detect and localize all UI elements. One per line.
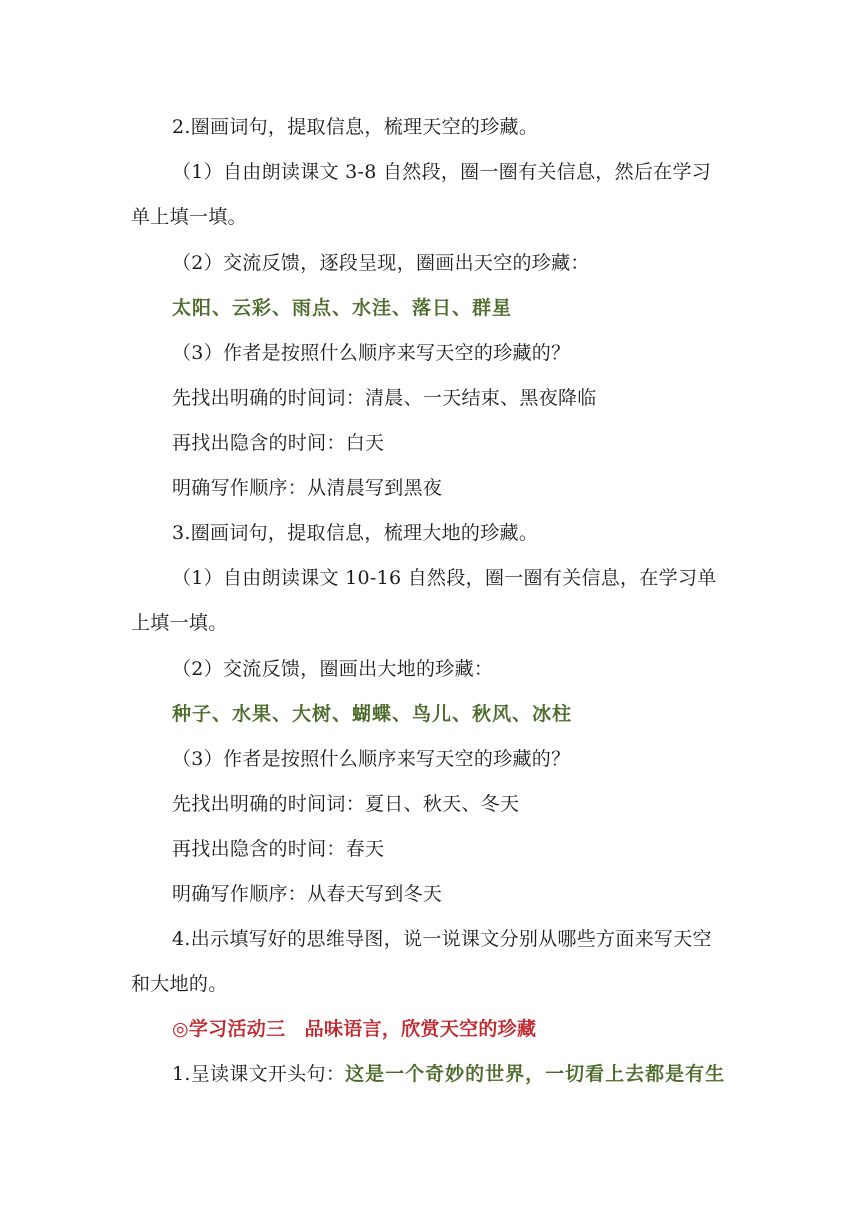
earth-implicit-time: 再找出隐含的时间：春天 bbox=[172, 838, 385, 860]
step-2-sub-3: （3）作者是按照什么顺序来写天空的珍藏的？ bbox=[172, 342, 571, 364]
step-2-sub-2: （2）交流反馈，逐段呈现，圈画出天空的珍藏： bbox=[172, 252, 590, 274]
step-4-line-2: 和大地的。 bbox=[131, 973, 228, 995]
step-3-sub-1-line-1: （1）自由朗读课文 10-16 自然段，圈一圈有关信息，在学习单 bbox=[172, 567, 717, 589]
step-2-heading: 2.圈画词句，提取信息，梳理天空的珍藏。 bbox=[172, 116, 539, 138]
step-3-sub-2: （2）交流反馈，圈画出大地的珍藏： bbox=[172, 658, 494, 680]
activity-3-heading: ◎学习活动三 品味语言，欣赏天空的珍藏 bbox=[172, 1018, 537, 1040]
sky-writing-order: 明确写作顺序：从清晨写到黑夜 bbox=[172, 477, 443, 499]
step-2-sub-1-line-1: （1）自由朗读课文 3-8 自然段，圈一圈有关信息，然后在学习 bbox=[172, 161, 712, 183]
earth-writing-order: 明确写作顺序：从春天写到冬天 bbox=[172, 883, 443, 905]
step-3-heading: 3.圈画词句，提取信息，梳理大地的珍藏。 bbox=[172, 522, 539, 544]
activity-3-step-1 bbox=[172, 1062, 725, 1086]
sky-explicit-time-words: 先找出明确的时间词：清晨、一天结束、黑夜降临 bbox=[172, 387, 597, 409]
step-1-label: 1.呈读课文开头句： bbox=[172, 1063, 346, 1085]
step-2-sub-1-line-2: 单上填一填。 bbox=[131, 206, 247, 228]
step-3-sub-3: （3）作者是按照什么顺序来写天空的珍藏的？ bbox=[172, 748, 571, 770]
sky-treasures-list: 太阳、云彩、雨点、水洼、落日、群星 bbox=[172, 297, 513, 319]
sky-implicit-time: 再找出隐含的时间：白天 bbox=[172, 432, 385, 454]
step-4-line-1: 4.出示填写好的思维导图，说一说课文分别从哪些方面来写天空 bbox=[172, 928, 712, 950]
opening-sentence-quote: 这是一个奇妙的世界，一切看上去都是有生 bbox=[345, 1063, 726, 1085]
earth-treasures-list: 种子、水果、大树、蝴蝶、鸟儿、秋风、冰柱 bbox=[172, 703, 573, 725]
earth-explicit-time-words: 先找出明确的时间词：夏日、秋天、冬天 bbox=[172, 793, 520, 815]
step-3-sub-1-line-2: 上填一填。 bbox=[131, 612, 228, 634]
